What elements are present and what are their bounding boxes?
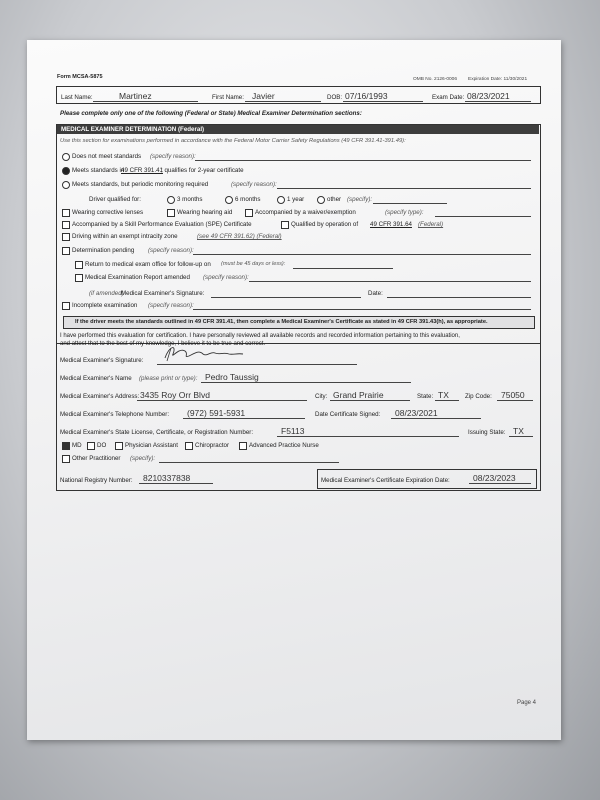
dob-value[interactable]: 07/16/1993 [345, 91, 388, 101]
does-not-meet-radio[interactable] [62, 153, 70, 161]
instruction-banner: If the driver meets the standards outlined in 49 CFR 391.41, then complete a Medical Examiner's Certificate as stated in 49 CFR 391.43(h), as appropriate. [75, 319, 488, 325]
do-label: DO [97, 442, 107, 449]
meets-suffix: ; qualifies for 2-year certificate [161, 167, 244, 174]
zip-value[interactable]: 75050 [501, 390, 525, 400]
apn-checkbox[interactable] [239, 442, 247, 450]
other-duration-specify: (specify): [347, 196, 373, 203]
address-value[interactable]: 3435 Roy Orr Blvd [140, 390, 210, 400]
chiropractor-checkbox[interactable] [185, 442, 193, 450]
cert-expiration-value[interactable]: 08/23/2023 [473, 473, 516, 483]
date-signed-label: Date Certificate Signed: [315, 411, 381, 418]
pending-specify-hint: (specify reason): [148, 247, 194, 254]
first-name-value[interactable]: Javier [252, 91, 275, 101]
state-value[interactable]: TX [438, 390, 449, 400]
nrn-value[interactable]: 8210337838 [143, 473, 191, 483]
amended-label: Medical Examination Report amended [85, 274, 190, 281]
intracity-ref-link[interactable]: (see 49 CFR 391.62) (Federal) [197, 233, 282, 240]
grandfather-ref-link[interactable]: 49 CFR 391.64 [370, 221, 412, 228]
spe-checkbox[interactable] [62, 221, 70, 229]
attestation-line-1: I have performed this evaluation for certification. I have personally reviewed all available records and recorded information pertaining to this evaluation, [60, 333, 460, 339]
other-practitioner-hint: (specify): [130, 455, 156, 462]
dob-label: DOB: [327, 94, 343, 101]
determination-intro: Use this section for examinations performed in accordance with the Federal Motor Carrier Safety Regulations (49 CFR 391.41-391.49): [60, 138, 406, 144]
first-name-label: First Name: [212, 94, 244, 101]
examiner-signature-image [159, 342, 249, 364]
attestation-line-2: and attest that to the best of my knowledge, I believe it to be true and correct. [60, 341, 266, 347]
apn-label: Advanced Practice Nurse [249, 442, 319, 449]
3-months-radio[interactable] [167, 196, 175, 204]
determination-header: MEDICAL EXAMINER DETERMINATION (Federal) [57, 125, 539, 134]
amended-signature-label: Medical Examiner's Signature: [121, 290, 205, 297]
6-months-label: 6 months [235, 196, 261, 203]
grandfather-suffix: (Federal) [418, 221, 444, 228]
other-practitioner-checkbox[interactable] [62, 455, 70, 463]
md-checkbox[interactable] [62, 442, 70, 450]
intracity-checkbox[interactable] [62, 233, 70, 241]
return-office-hint: (must be 45 days or less): [221, 261, 286, 267]
meets-prefix: Meets standards in [72, 167, 125, 174]
pending-label: Determination pending [72, 247, 135, 254]
issuing-state-label: Issuing State: [468, 429, 506, 436]
last-name-value[interactable]: Martinez [119, 91, 152, 101]
amended-specify-hint: (specify reason): [203, 274, 249, 281]
return-office-checkbox[interactable] [75, 261, 83, 269]
amended-checkbox[interactable] [75, 274, 83, 282]
phone-label: Medical Examiner's Telephone Number: [60, 411, 170, 418]
3-months-label: 3 months [177, 196, 203, 203]
do-checkbox[interactable] [87, 442, 95, 450]
spe-label: Accompanied by a Skill Performance Evaluation (SPE) Certificate [72, 221, 252, 228]
driver-qualified-label: Driver qualified for: [89, 196, 141, 203]
issuing-state-value[interactable]: TX [513, 426, 524, 436]
examiner-name-label: Medical Examiner's Name [60, 375, 132, 382]
license-label: Medical Examiner's State License, Certificate, or Registration Number: [60, 429, 254, 436]
pa-checkbox[interactable] [115, 442, 123, 450]
form-id: Form MCSA-5875 [57, 74, 103, 80]
periodic-monitoring-radio[interactable] [62, 181, 70, 189]
meets-ref-link[interactable]: 49 CFR 391.41 [121, 167, 163, 174]
return-office-label: Return to medical exam office for follow-up on [85, 261, 211, 268]
md-label: MD [72, 442, 82, 449]
other-duration-radio[interactable] [317, 196, 325, 204]
pending-checkbox[interactable] [62, 247, 70, 255]
section-instruction: Please complete only one of the following (Federal or State) Medical Examiner Determination sections: [60, 110, 362, 117]
hearing-aid-checkbox[interactable] [167, 209, 175, 217]
incomplete-checkbox[interactable] [62, 302, 70, 310]
incomplete-specify-hint: (specify reason): [148, 302, 194, 309]
does-not-meet-label: Does not meet standards [72, 153, 142, 160]
page-number: Page 4 [517, 700, 537, 706]
periodic-label: Meets standards, but periodic monitoring required [72, 181, 209, 188]
examiner-name-hint: (please print or type): [139, 375, 198, 382]
meets-standards-radio[interactable] [62, 167, 70, 175]
pa-label: Physician Assistant [125, 442, 178, 449]
cert-expiration-label: Medical Examiner's Certificate Expiration Date: [321, 477, 450, 484]
grandfather-prefix: Qualified by operation of [291, 221, 359, 228]
phone-value[interactable]: (972) 591-5931 [187, 408, 246, 418]
corrective-lenses-label: Wearing corrective lenses [72, 209, 144, 216]
examiner-signature-label: Medical Examiner's Signature: [60, 357, 144, 364]
omb-number: OMB No. 2126-0006 [413, 77, 457, 82]
grandfather-checkbox[interactable] [281, 221, 289, 229]
chiropractor-label: Chiropractor [195, 442, 230, 449]
zip-label: Zip Code: [465, 393, 492, 400]
1-year-radio[interactable] [277, 196, 285, 204]
exam-date-label: Exam Date: [432, 94, 465, 101]
incomplete-label: Incomplete examination [72, 302, 138, 309]
state-label: State: [417, 393, 434, 400]
address-label: Medical Examiner's Address: [60, 393, 140, 400]
date-signed-value[interactable]: 08/23/2021 [395, 408, 438, 418]
examiner-name-value[interactable]: Pedro Taussig [205, 372, 259, 382]
other-practitioner-label: Other Practitioner [72, 455, 121, 462]
if-amended-hint: (if amended) [89, 290, 124, 297]
waiver-checkbox[interactable] [245, 209, 253, 217]
1-year-label: 1 year [287, 196, 305, 203]
waiver-specify-hint: (specify type): [385, 209, 424, 216]
license-value[interactable]: F5113 [281, 426, 305, 436]
nrn-label: National Registry Number: [60, 477, 133, 484]
last-name-label: Last Name: [61, 94, 93, 101]
6-months-radio[interactable] [225, 196, 233, 204]
city-value[interactable]: Grand Prairie [333, 390, 384, 400]
waiver-label: Accompanied by a waiver/exemption [255, 209, 356, 216]
periodic-specify-hint: (specify reason): [231, 181, 277, 188]
exam-date-value[interactable]: 08/23/2021 [467, 91, 510, 101]
hearing-aid-label: Wearing hearing aid [177, 209, 233, 216]
specify-reason-hint: (specify reason): [150, 153, 196, 160]
corrective-lenses-checkbox[interactable] [62, 209, 70, 217]
city-label: City: [315, 393, 328, 400]
other-duration-label: other [327, 196, 342, 203]
amended-date-label: Date: [368, 290, 383, 297]
form-page [27, 40, 561, 740]
expiration-date: Expiration Date: 11/30/2021 [468, 77, 528, 82]
intracity-label: Driving within an exempt intracity zone [72, 233, 178, 240]
